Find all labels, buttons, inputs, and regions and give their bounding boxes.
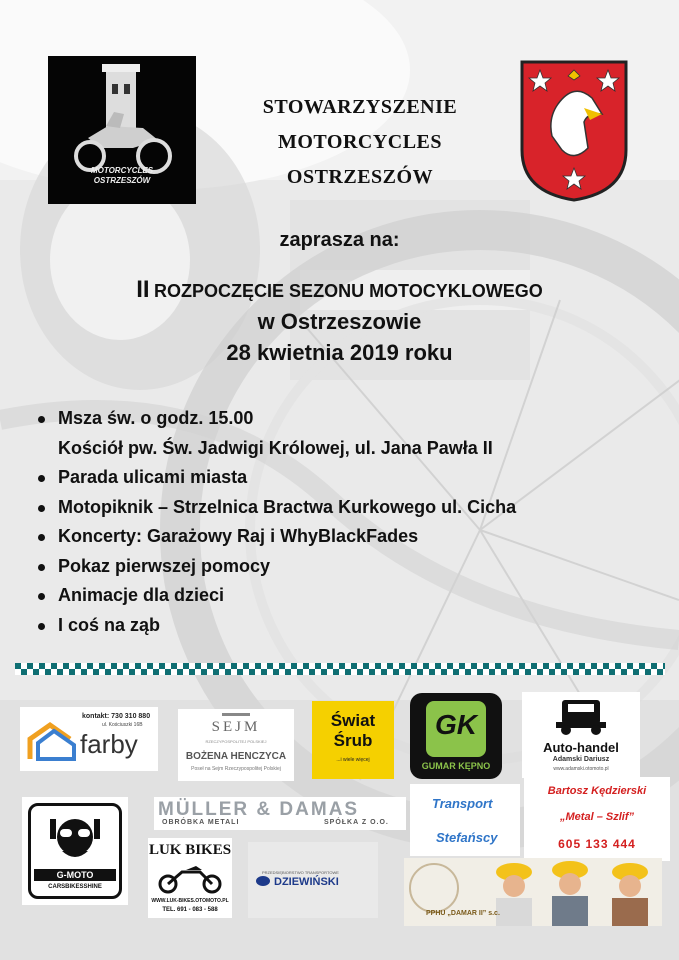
event-date: 28 kwietnia 2019 roku xyxy=(226,340,453,365)
farby-contact: kontakt: 730 310 880 xyxy=(82,713,151,720)
logo-text-2: OSTRZESZÓW xyxy=(93,176,151,185)
program-item xyxy=(36,581,516,611)
sponsor-swiat-srub xyxy=(312,701,394,779)
dziewinski-small: PRZEDSIĘBIORSTWO TRANSPORTOWE xyxy=(262,870,339,875)
sejm-logo: SEJM xyxy=(211,719,261,735)
program-item-text: Koncerty: Garażowy Raj i WhyBlackFades xyxy=(58,526,419,546)
g-moto-tag: CARSBIKESSHINE xyxy=(48,884,102,890)
event-edition: II xyxy=(136,276,150,303)
autohandel-name: Auto-handel xyxy=(543,740,619,755)
program-item-text: Pokaz pierwszej pomocy xyxy=(58,555,271,576)
program-item xyxy=(36,404,516,434)
sejm-mark-icon xyxy=(222,713,250,716)
invite-intro: zaprasza na: xyxy=(279,229,400,251)
sponsor-luk-bikes xyxy=(148,838,232,918)
sponsor-damar xyxy=(404,858,662,926)
program-item xyxy=(36,434,516,464)
program-item-text: Msza św. o godz. 15.00 xyxy=(58,408,254,428)
kedzierski-name: Bartosz Kędzierski xyxy=(547,785,647,797)
program-item xyxy=(36,611,516,641)
swiat-srub-line2: Śrub xyxy=(333,731,373,750)
skull-icon xyxy=(48,815,102,867)
sponsor-gumar-kepno xyxy=(410,693,502,779)
damar-name: PPHU „DAMAR II” s.c. xyxy=(426,910,500,917)
gumar-name: GUMAR KĘPNO xyxy=(421,761,491,771)
checkered-divider xyxy=(15,663,665,675)
program-item-text: Parada ulicami miasta xyxy=(58,467,248,487)
sejm-person: BOŻENA HENCZYCA xyxy=(185,751,287,762)
luk-bikes-name: LUK BIKES xyxy=(148,842,232,858)
program-item-text: Kościół pw. Św. Jadwigi Królowej, ul. Jana Pawła II xyxy=(58,437,493,458)
muller-name: MÜLLER & DAMAS xyxy=(158,799,360,820)
house-icon xyxy=(26,721,80,763)
swiat-srub-line1: Świat xyxy=(330,711,376,730)
org-name-line-2: MOTORCYCLES xyxy=(277,131,443,153)
bullet-icon xyxy=(38,416,45,423)
luk-bikes-site: WWW.LUK-BIKES.OTOMOTO.PL xyxy=(151,898,229,904)
program-list xyxy=(36,404,516,640)
transport-line1: Transport xyxy=(432,796,493,811)
event-location: w Ostrzeszowie xyxy=(257,309,422,334)
sejm-caption: Poseł na Sejm Rzeczypospolitej Polskiej xyxy=(191,766,281,772)
autohandel-site: www.adamski.otomoto.pl xyxy=(553,766,609,772)
sponsor-dziewinski xyxy=(248,842,378,918)
sponsor-transport-stefanscy xyxy=(410,784,520,856)
luk-bikes-phone: TEL. 691 - 083 - 588 xyxy=(162,907,218,913)
truck-icon xyxy=(552,696,610,736)
event-name: ROZPOCZĘCIE SEZONU MOTOCYKLOWEGO xyxy=(154,281,543,301)
bullet-icon xyxy=(38,475,45,482)
program-item-text: Animacje dla dzieci xyxy=(58,585,225,605)
sponsor-muller-damas xyxy=(154,797,406,830)
bullet-icon xyxy=(38,534,45,541)
sponsor-auto-handel xyxy=(522,692,640,778)
program-item xyxy=(36,463,516,493)
bullet-icon xyxy=(38,593,45,600)
muller-sub-right: SPÓŁKA Z O.O. xyxy=(324,819,389,826)
swiat-srub-tagline: ...i wiele więcej xyxy=(336,757,370,763)
transport-line2: Stefańscy xyxy=(436,830,498,845)
autohandel-owner: Adamski Dariusz xyxy=(552,756,610,763)
kedzierski-phone: 605 133 444 xyxy=(558,837,636,851)
kedzierski-company: „Metal – Szlif” xyxy=(560,811,634,823)
bullet-icon xyxy=(38,505,45,512)
chopper-motorcycle-icon xyxy=(156,860,224,894)
sponsor-farby xyxy=(20,707,158,771)
dziewinski-name: DZIEWIŃSKI xyxy=(274,876,339,888)
program-item-text: Motopiknik – Strzelnica Bractwa Kurkowego ul. Cicha xyxy=(58,496,517,517)
sejm-role: RZECZYPOSPOLITEJ POLSKIEJ xyxy=(205,739,267,744)
muller-sub-left: OBRÓBKA METALI xyxy=(162,819,240,826)
program-item-text: I coś na ząb xyxy=(58,614,161,635)
logo-text-1: MOTORCYCLES xyxy=(90,166,154,175)
org-name-line-1: STOWARZYSZENIE xyxy=(262,96,458,118)
bullet-icon xyxy=(38,623,45,630)
city-crest-eagle-icon xyxy=(518,58,630,204)
sponsor-kedzierski xyxy=(524,777,670,861)
farby-address: ul. Kościuszki 16B xyxy=(102,722,143,728)
farby-name: farby xyxy=(80,729,138,759)
motorcycles-ostrzeszow-logo xyxy=(48,56,196,204)
event-title xyxy=(0,276,679,304)
program-item xyxy=(36,522,516,552)
sponsor-g-moto xyxy=(22,797,128,905)
bullet-icon xyxy=(38,564,45,571)
program-item xyxy=(36,493,516,523)
program-item xyxy=(36,552,516,582)
gumar-mark: GK xyxy=(435,709,477,740)
sponsor-sejm-henczyca xyxy=(178,709,294,781)
org-name-line-3: OSTRZESZÓW xyxy=(286,166,434,188)
g-moto-name: G-MOTO xyxy=(56,870,94,880)
dziewinski-logo-icon xyxy=(256,876,270,886)
